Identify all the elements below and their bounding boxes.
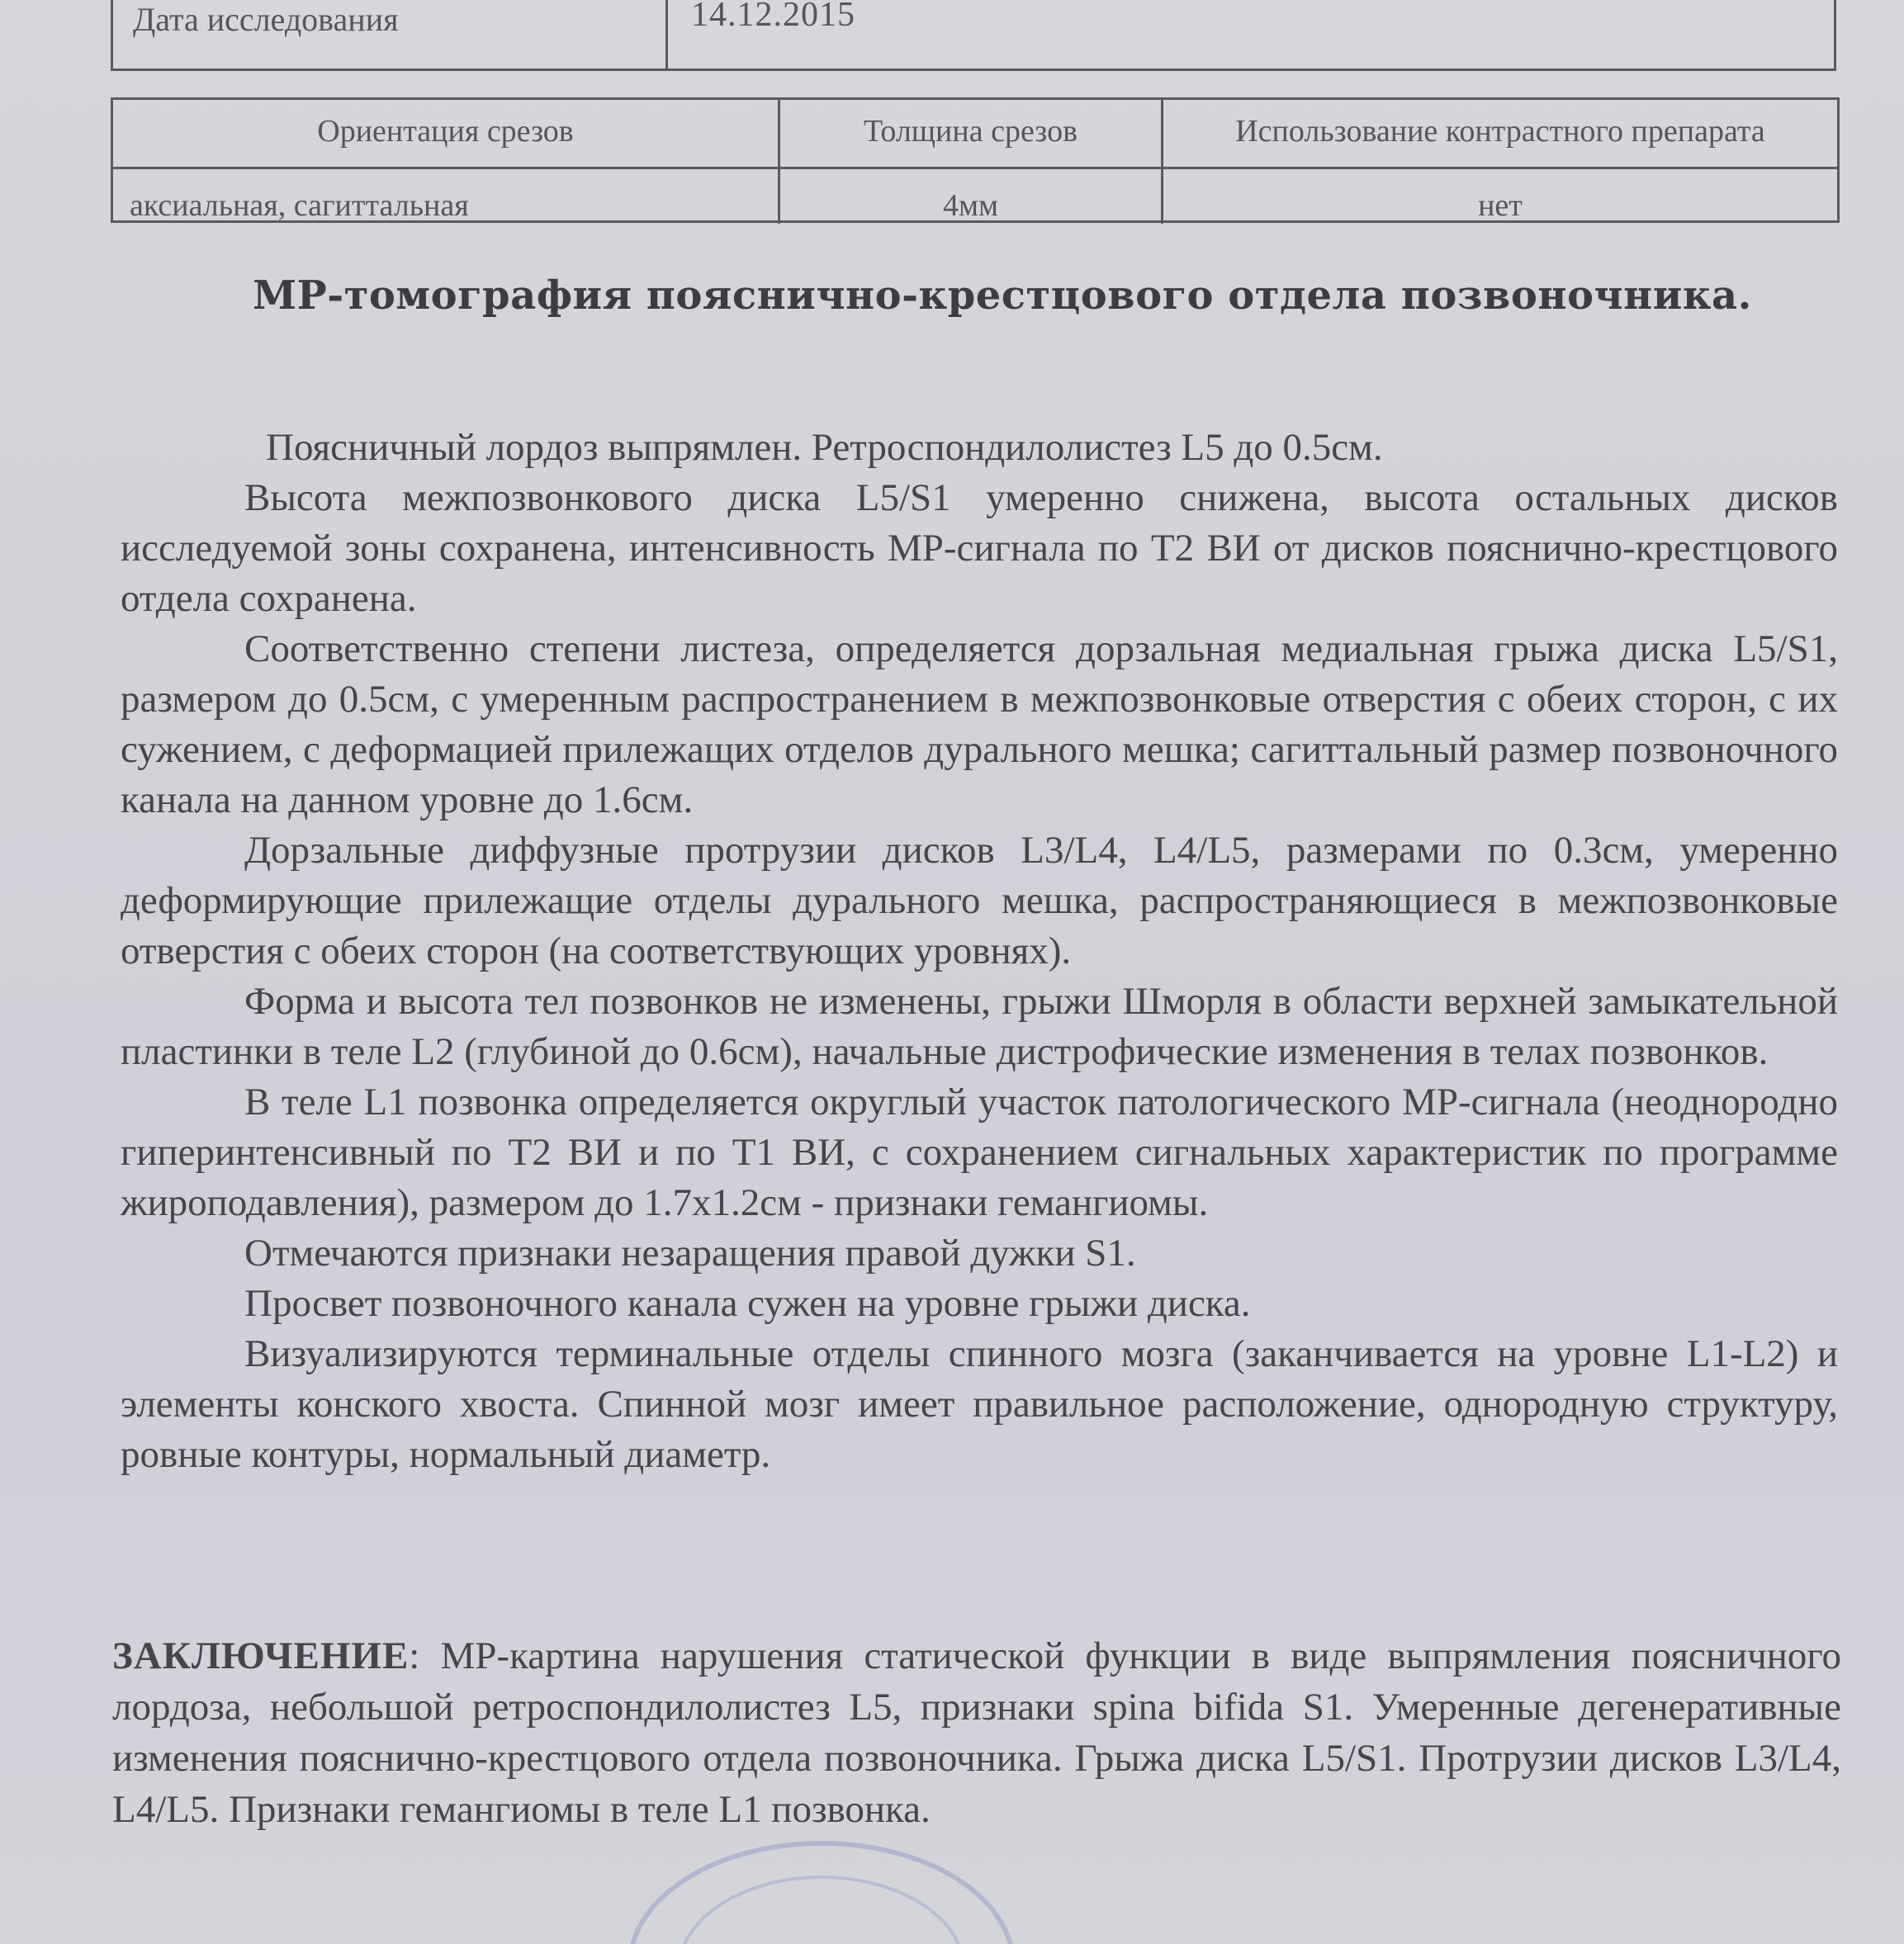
conclusion-text: : МР-картина нарушения статической функции в виде выпрямления поясничного лордоза, небольшой ретроспондилолистез L5, признаки spina bifida S1. Умеренные дегенеративные изменения пояснично-крестцового отдела позвоночника. Грыжа диска L5/S1. Протрузии дисков L3/L4, L4/L5. Признаки гемангиомы в теле L1 позвонка.: [112, 1634, 1841, 1831]
value-thickness: 4мм: [780, 169, 1163, 224]
paragraph: В теле L1 позвонка определяется округлый участок патологического МР-сигнала (неоднородно гиперинтенсивный по Т2 ВИ и по Т1 ВИ, с сохранением сигнальных характеристик по программе жироподавления), размером до 1.7х1.2см - признаки гемангиомы.: [121, 1081, 1838, 1224]
header-contrast: Использование контрастного препарата: [1163, 100, 1837, 169]
paragraph: Высота межпозвонкового диска L5/S1 умеренно снижена, высота остальных дисков исследуемой зоны сохранена, интенсивность МР-сигнала по Т2 ВИ от дисков пояснично-крестцового отдела сохранена.: [121, 476, 1838, 620]
conclusion-label: ЗАКЛЮЧЕНИЕ: [112, 1634, 410, 1677]
header-orientation: Ориентация срезов: [113, 100, 780, 169]
paragraph: Соответственно степени листеза, определяется дорзальная медиальная грыжа диска L5/S1, размером до 0.5см, с умеренным распространением в межпозвонковые отверстия с обеих сторон, с их сужением, с деформацией прилежащих отделов дурального мешка; сагиттальный размер позвоночного канала на данном уровне до 1.6см.: [121, 627, 1838, 821]
header-thickness: Толщина срезов: [780, 100, 1163, 169]
study-date-value: 14.12.2015: [691, 0, 855, 34]
paragraph: Форма и высота тел позвонков не изменены, грыжи Шморля в области верхней замыкательной пластинки в теле L2 (глубиной до 0.6см), начальные дистрофические изменения в телах позвонков.: [121, 980, 1838, 1073]
paragraph: Дорзальные диффузные протрузии дисков L3/L4, L4/L5, размерами по 0.3см, умеренно деформирующие прилежащие отделы дурального мешка, распространяющиеся в межпозвонковые отверстия с обеих сторон (на соответствующих уровнях).: [121, 829, 1838, 972]
conclusion: [112, 1630, 1841, 1835]
study-date-label: Дата исследования: [113, 0, 668, 69]
slices-table: [111, 97, 1840, 223]
document-title: МР-томография пояснично-крестцового отдела позвоночника.: [253, 272, 1752, 319]
value-orientation: аксиальная, сагиттальная: [113, 169, 780, 224]
value-contrast: нет: [1478, 188, 1523, 223]
paragraph: Просвет позвоночного канала сужен на уровне грыжи диска.: [244, 1282, 1251, 1325]
study-date-table: [111, 0, 1836, 71]
paragraph: Поясничный лордоз выпрямлен. Ретроспондилолистез L5 до 0.5см.: [266, 426, 1383, 469]
paragraph: Визуализируются терминальные отделы спинного мозга (заканчивается на уровне L1-L2) и элементы конского хвоста. Спинной мозг имеет правильное расположение, однородную структуру, ровные контуры, нормальный диаметр.: [121, 1332, 1838, 1476]
paragraph: Отмечаются признаки незаращения правой дужки S1.: [244, 1232, 1136, 1275]
findings-body: [121, 423, 1838, 1480]
